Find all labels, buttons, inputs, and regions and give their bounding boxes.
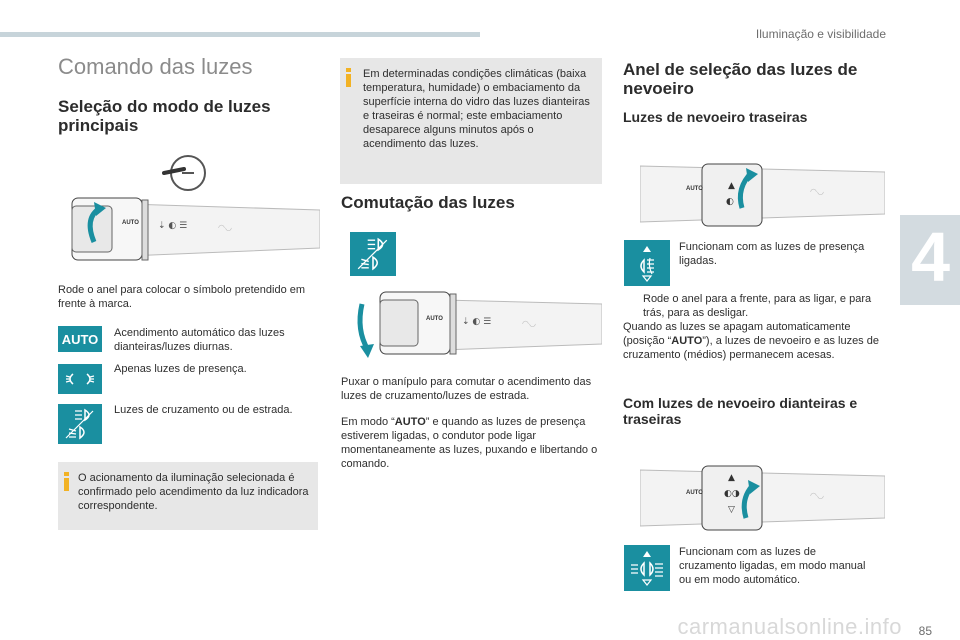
auto-mode-paragraph bbox=[341, 415, 603, 471]
svg-text:◐◑: ◐◑ bbox=[724, 489, 740, 499]
info-condensation-text: Em determinadas condições climáticas (baixa temperatura, humidade) o embaciamento da superfície interna do vidro das luzes dianteiras e traseiras é normal; este embaciamento desaparece alguns minutos após o acendimento das luzes. bbox=[363, 68, 590, 150]
pull-stalk-illustration bbox=[352, 284, 602, 364]
dipped-description: Luzes de cruzamento ou de estrada. bbox=[114, 404, 293, 416]
info-confirmation-text: O acionamento da iluminação selecionada é confirmado pelo acendimento da luz indicadora correspondente. bbox=[78, 472, 309, 512]
rotate-fog-instruction: Rode o anel para a frente, para as ligar, e para trás, para as desligar. bbox=[643, 293, 872, 319]
sidelights-icon bbox=[58, 364, 102, 394]
rear-fog-icon bbox=[624, 240, 670, 286]
section-tag: Iluminação e visibilidade bbox=[755, 27, 886, 41]
svg-text:◠◡: ◠◡ bbox=[522, 319, 536, 328]
rear-fog-stalk-illustration bbox=[640, 152, 885, 234]
svg-text:AUTO: AUTO bbox=[122, 220, 139, 226]
top-rule bbox=[0, 32, 480, 37]
auto-off-paragraph bbox=[623, 320, 885, 362]
rotate-bullet bbox=[623, 292, 885, 320]
svg-text:AUTO: AUTO bbox=[426, 316, 443, 322]
heading-switching: Comutação das luzes bbox=[341, 193, 515, 212]
heading-main-lights: Seleção do modo de luzes principais bbox=[58, 97, 271, 135]
chapter-tab bbox=[900, 215, 960, 305]
front-rear-fog-symbol-icon bbox=[628, 549, 666, 587]
rear-fog-description: Funcionam com as luzes de presença ligadas. bbox=[679, 241, 865, 267]
auto-icon-label: AUTO bbox=[61, 331, 99, 347]
auto-mode-text-before: Em modo “ bbox=[341, 416, 395, 428]
beam-switch-icon bbox=[350, 232, 396, 276]
info-icon bbox=[346, 68, 351, 88]
rear-fog-symbol-icon bbox=[630, 244, 664, 282]
headlight-symbol-icon bbox=[63, 407, 97, 441]
page-number: 85 bbox=[918, 624, 932, 638]
svg-text:AUTO: AUTO bbox=[686, 490, 703, 496]
headlight-symbol-icon bbox=[355, 236, 391, 272]
svg-text:⇣ ◐ ☰: ⇣ ◐ ☰ bbox=[158, 221, 188, 231]
svg-text:▲: ▲ bbox=[728, 473, 735, 483]
auto-icon bbox=[58, 326, 102, 352]
svg-text:⇣ ◐ ☰: ⇣ ◐ ☰ bbox=[462, 317, 492, 327]
steering-wheel-icon bbox=[162, 153, 210, 193]
auto-mode-text-after: ” e quando as luzes de presença estiverem ligadas, o condutor pode ligar momentaneamente as luzes, puxando e libertando o comando. bbox=[341, 416, 598, 470]
svg-text:▲: ▲ bbox=[728, 181, 735, 191]
heading-front-rear-fog: Com luzes de nevoeiro dianteiras e traseiras bbox=[623, 395, 858, 427]
info-icon bbox=[64, 472, 69, 492]
sidelights-description: Apenas luzes de presença. bbox=[114, 363, 247, 375]
page-title: Comando das luzes bbox=[58, 54, 253, 79]
front-rear-fog-stalk-illustration bbox=[640, 456, 885, 538]
auto-off-word: AUTO bbox=[671, 335, 703, 347]
svg-text:◠◡: ◠◡ bbox=[810, 491, 824, 500]
pull-instruction: Puxar o manípulo para comutar o acendimento das luzes de cruzamento/luzes de estrada. bbox=[341, 376, 592, 402]
svg-text:◠◡: ◠◡ bbox=[810, 187, 824, 196]
heading-fog-ring: Anel de seleção das luzes de nevoeiro bbox=[623, 60, 858, 98]
light-stalk-illustration bbox=[58, 190, 320, 268]
svg-text:▽: ▽ bbox=[728, 505, 735, 515]
info-box-confirmation bbox=[58, 462, 318, 530]
heading-rear-fog: Luzes de nevoeiro traseiras bbox=[623, 109, 808, 125]
auto-mode-word: AUTO bbox=[394, 416, 426, 428]
svg-text:◠◡: ◠◡ bbox=[218, 223, 232, 232]
front-rear-fog-description: Funcionam com as luzes de cruzamento ligadas, em modo manual ou em modo automático. bbox=[679, 546, 866, 586]
svg-text:AUTO: AUTO bbox=[686, 186, 703, 192]
dipped-main-beam-icon bbox=[58, 404, 102, 444]
info-box-condensation bbox=[340, 58, 602, 184]
auto-off-before: Quando as luzes se apagam automaticamente (posição “ bbox=[623, 321, 851, 347]
sidelights-symbol-icon bbox=[65, 371, 95, 387]
rotate-instruction: Rode o anel para colocar o símbolo pretendido em frente à marca. bbox=[58, 284, 306, 310]
auto-description: Acendimento automático das luzes dianteiras/luzes diurnas. bbox=[114, 327, 285, 353]
auto-off-after: ”), a luzes de nevoeiro e as luzes de cruzamento (médios) permanecem acesas. bbox=[623, 335, 879, 361]
watermark: carmanualsonline.info bbox=[677, 614, 902, 639]
chapter-number: 4 bbox=[911, 218, 950, 296]
svg-text:◐: ◐ bbox=[726, 197, 734, 207]
front-rear-fog-icon bbox=[624, 545, 670, 591]
